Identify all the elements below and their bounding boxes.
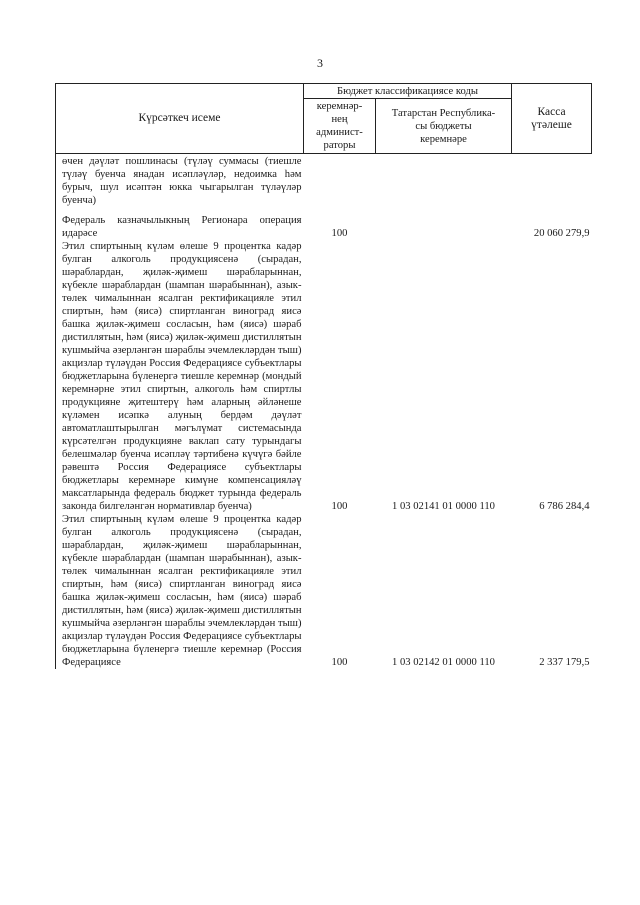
- row-cash-amount: 20 060 279,9: [533, 228, 590, 239]
- row-admin-code: 100: [331, 228, 348, 239]
- table-row: [56, 240, 592, 513]
- row-indicator-name: Федераль казначылыкның Регионара операция идарәсе: [56, 207, 304, 240]
- row-admin-code: [304, 154, 376, 208]
- row-budget-code: [376, 207, 512, 240]
- row-budget-code: 1 03 02142 01 0000 110: [392, 657, 495, 668]
- table-row: [56, 513, 592, 669]
- header-indicator-name: Күрсәткеч исеме: [56, 84, 304, 154]
- row-indicator-name: Этил спиртының күләм өлеше 9 процентка кадәр булган алкоголь продукциясенә (сырадан, шәраблардан, җиләк-җимеш шәрабларыннан, күбекле шәраблардан (шампан шәрабыннан), азык-төлек чималыннан ясалган ректификацияле этил спиртын, һәм (яисә) спиртланган виноград яисә башка җиләк-җимеш сосласын, һәм (яисә) шәраб дистиллятын, һәм (яисә) җиләк-җимеш дистиллятын кушмыйча әзерләнгән шәраблы эчемлекләрдән тыш) акцизлар түләүдән Россия Федерациясе субъектлары бюджетларына бүленергә тиешле керемнәр (мондый керемнәрне этил спиртын, алкоголь һәм спиртлы продукцияне җитештерү һәм аларның әйләнеше күләмен исәпкә алуның бердәм дәүләт автоматлаштырылган мәгълүмат системасында күрсәтелгән продукцияне ваклап сату турындагы белешмәләр буенча исәпләү тәртибенә күчүгә бәйле рәвештә Россия Федерациясе субъектлары бюджетлары керемнәре кимүне компенсацияләү максатларында федераль бюджет турында федераль законда билгеләнгән нормативлар буенча): [56, 240, 304, 513]
- header-revenue-administrator: керемнәр- нең админист- раторы: [304, 99, 376, 154]
- page-number: 3: [317, 56, 323, 70]
- table-row: [56, 154, 592, 208]
- header-budget-classification: Бюджет классификациясе коды: [304, 84, 512, 99]
- budget-table: [55, 83, 592, 669]
- row-admin-code: 100: [331, 657, 348, 668]
- row-admin-code: 100: [331, 501, 348, 512]
- header-tatarstan-revenue: Татарстан Республика- сы бюджеты керемнәре: [376, 99, 512, 154]
- row-indicator-name: өчен дәүләт пошлинасы (түләү суммасы (тиешле түләү буенча янадан исәпләүләр, недоимка һәм бурыч, шул исәптән юкка чыгарылган түләүләр буенча): [56, 154, 304, 208]
- header-cash-execution: Касса үтәлеше: [512, 84, 592, 154]
- row-indicator-name: Этил спиртының күләм өлеше 9 процентка кадәр булган алкоголь продукциясенә (сырадан, шәраблардан, җиләк-җимеш шәрабларыннан, күбекле шәраблардан (шампан шәрабыннан), азык-төлек чималыннан ясалган ректификацияле этил спиртын, һәм (яисә) спиртланган виноград яисә башка җиләк-җимеш сосласын, һәм (яисә) шәраб дистиллятын, һәм (яисә) җиләк-җимеш дистиллятын кушмыйча әзерләнгән шәраблы эчемлекләрдән тыш) акцизлар түләүдән Россия Федерациясе субъектлары бюджетларына бүленергә тиешле керемнәр (Россия Федерациясе: [56, 513, 304, 669]
- row-budget-code: 1 03 02141 01 0000 110: [392, 501, 495, 512]
- table-row: [56, 207, 592, 240]
- row-budget-code: [376, 154, 512, 208]
- row-cash-amount: 2 337 179,5: [539, 657, 590, 668]
- row-cash-amount: [512, 154, 592, 208]
- row-cash-amount: 6 786 284,4: [539, 501, 590, 512]
